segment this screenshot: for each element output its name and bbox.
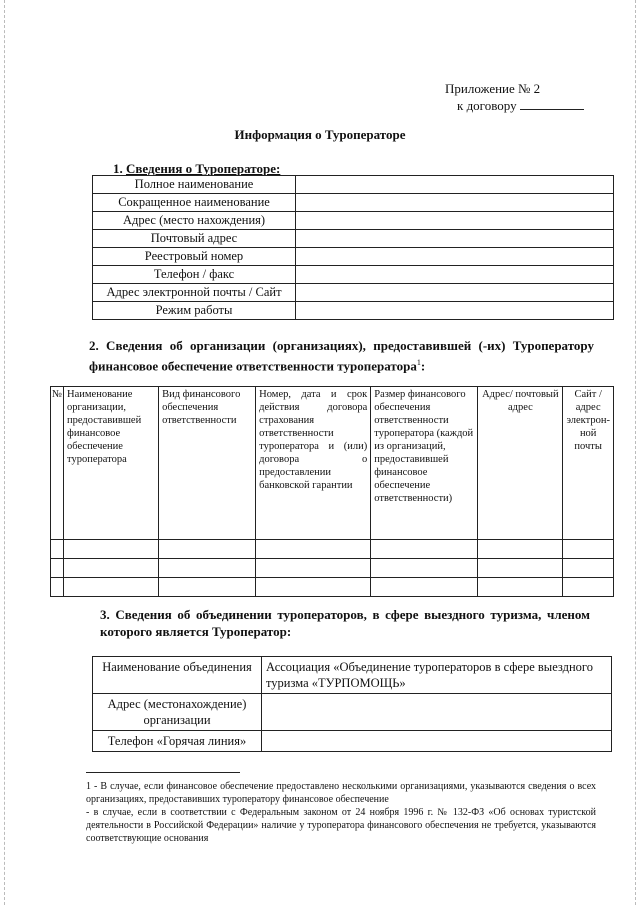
- section1-number: 1.: [113, 161, 123, 176]
- footnote-2: - в случае, если в соответствии с Федеральным законом от 24 ноября 1996 г. № 132-ФЗ «Об основах туристской деятельности в Российской Федерации» наличие у туроператора финансового обеспечения не требуется, указываются соответствующие основания: [86, 807, 596, 844]
- row-label: Адрес (место нахождения): [93, 212, 296, 230]
- table-row: [93, 248, 614, 266]
- value-cell: [296, 194, 614, 212]
- footnote-1: 1 - В случае, если финансовое обеспечение предоставлено несколькими организациями, указываются сведения о всех организациях, предоставивших туроператору финансовое обеспечение: [86, 781, 596, 805]
- appendix-reference: [445, 80, 584, 114]
- section2-colon: :: [420, 358, 426, 374]
- row-label: Наименование объединения: [93, 657, 262, 694]
- table-row: [93, 657, 612, 694]
- column-header-address: Адрес/ почтовый адрес: [478, 387, 563, 540]
- table-row: [93, 230, 614, 248]
- row-label: Телефон «Горячая линия»: [93, 731, 262, 752]
- table-row: [51, 578, 614, 597]
- table-row: [93, 284, 614, 302]
- row-label: Адрес (местонахождение) организации: [93, 694, 262, 731]
- contract-number-blank: [520, 98, 584, 110]
- value-cell: [296, 230, 614, 248]
- association-info-table: [92, 656, 612, 752]
- value-cell: [296, 266, 614, 284]
- footnote-reference: 1: [416, 358, 421, 367]
- table-row: [93, 266, 614, 284]
- value-cell: [262, 694, 612, 731]
- section2-heading: [89, 337, 594, 374]
- association-name-value: Ассоциация «Объединение туроператоров в сфере выездного туризма «ТУРПОМОЩЬ»: [262, 657, 612, 694]
- row-label: Телефон / факс: [93, 266, 296, 284]
- table-row: [93, 731, 612, 752]
- section2-title: 2. Сведения об организации (организациях), предоставившей (-их) Туроператору финансовое обеспечение ответственности туроператора: [89, 338, 594, 374]
- value-cell: [296, 248, 614, 266]
- section3-heading: 3. Сведения об объединении туроператоров, в сфере выездного туризма, членом которого является Туроператор:: [100, 607, 590, 639]
- row-label: Адрес электронной почты / Сайт: [93, 284, 296, 302]
- tour-operator-info-table: [92, 175, 614, 320]
- row-label: Сокращенное наименование: [93, 194, 296, 212]
- row-label: Реестровый номер: [93, 248, 296, 266]
- document-title: Информация о Туроператоре: [234, 127, 406, 142]
- footnotes: [86, 780, 596, 845]
- table-row: [51, 540, 614, 559]
- section1-title: Сведения о Туроператоре:: [126, 161, 281, 176]
- column-header-contract: Номер, дата и срок действия договора страхования ответственности туроператора и (или) договора о предоставлении банковской гарантии: [256, 387, 371, 540]
- column-header-organization: Наименование организации, предоставившей финансовое обеспечение туроператора: [64, 387, 159, 540]
- column-header-number: №: [51, 387, 64, 540]
- value-cell: [262, 731, 612, 752]
- contract-reference: к договору: [457, 98, 517, 113]
- table-row: [93, 194, 614, 212]
- column-header-amount: Размер финансового обеспечения ответственности туроператора (каждой из организаций, предоставившей финансовое обеспечение ответственности): [371, 387, 478, 540]
- table-header-row: [51, 387, 614, 540]
- row-label: Режим работы: [93, 302, 296, 320]
- footnote-divider: [86, 772, 240, 773]
- row-label: Полное наименование: [93, 176, 296, 194]
- table-row: [93, 176, 614, 194]
- table-row: [93, 302, 614, 320]
- value-cell: [296, 176, 614, 194]
- value-cell: [296, 284, 614, 302]
- column-header-security-type: Вид финансового обеспечения ответственности: [159, 387, 256, 540]
- value-cell: [296, 212, 614, 230]
- table-row: [93, 212, 614, 230]
- row-label: Почтовый адрес: [93, 230, 296, 248]
- column-header-website: Сайт / адрес электрон-ной почты: [563, 387, 614, 540]
- table-row: [51, 559, 614, 578]
- financial-security-table: [50, 386, 614, 597]
- appendix-number: Приложение № 2: [445, 81, 541, 96]
- table-row: [93, 694, 612, 731]
- value-cell: [296, 302, 614, 320]
